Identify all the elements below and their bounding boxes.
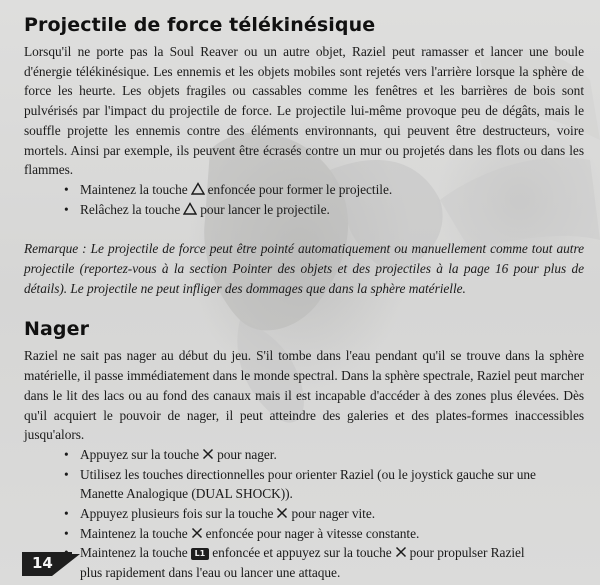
list-item [64,524,584,544]
list-item [64,504,584,524]
bullet-text-before: Appuyez plusieurs fois sur la touche [80,506,274,522]
bullet-text: Utilisez les touches directionnelles pour orienter Raziel (ou le joystick gauche sur une [80,466,536,482]
cross-button-icon [191,527,203,539]
page-number-marker [22,552,82,576]
bullet-text-before: Maintenez la touche [80,525,188,541]
l1-button-badge: L1 [191,548,210,560]
bullet-dot: • [64,506,69,522]
cross-button-icon [276,507,288,519]
bullet-text-after: pour lancer le projectile. [200,201,330,217]
bullet-dot: • [64,446,69,462]
triangle-button-icon [191,182,205,195]
swimming-bullet-list [64,445,584,583]
list-item [64,465,584,504]
section-swimming [24,318,584,582]
list-item [64,445,584,465]
bullet-text-after: enfoncée pour nager à vitesse constante. [205,525,420,541]
list-item [64,543,584,582]
bullet-text-after: pour nager. [217,446,277,462]
bullet-text-middle: enfoncée et appuyez sur la touche [212,545,392,561]
remark-note: Remarque : Le projectile de force peut être pointé automatiquement ou manuellement comme tout autre projectile (reportez-vous à la section Pointer des objets et des projectiles à la page 16 pour plus de détails). Le projectile ne peut infliger des dommages que dans la sphère matérielle. [24,241,584,296]
bullet-text-after: enfoncée pour former le projectile. [207,181,393,197]
bullet-text-before: Maintenez la touche [80,181,188,197]
list-item [64,200,584,220]
section-title-telekinetic-projectile: Projectile de force télékinésique [24,14,376,36]
bullet-dot: • [64,201,69,217]
section-title-swimming: Nager [24,318,90,341]
bullet-text-before: Appuyez sur la touche [80,446,200,462]
bullet-text-continuation: plus rapidement dans l'eau ou lancer une attaque. [80,565,341,581]
cross-button-icon [395,546,407,558]
telekinetic-bullet-list [64,180,584,219]
telekinetic-description: Lorsqu'il ne porte pas la Soul Reaver ou un autre objet, Raziel peut ramasser et lancer une boule d'énergie télékinésique. Les ennemis et les objets mobiles sont rejetés vers l'arrière lorsque la sphère de force les heurte. Les objets fragiles ou cassables comme les fenêtres et les barrières de bois sont pulvérisés par l'impact du projectile de force. Le projectile lui-même provoque peu de dégâts, mais le souffle projette les ennemis contre des éléments environnants, qui peuvent être destructeurs, voire mortels. Ainsi par exemple, ils peuvent être écrasés contre un mur ou projetés dans les flots ou dans les flammes. [24,44,584,178]
list-item [64,180,584,200]
bullet-dot: • [64,466,69,482]
bullet-text-continuation: Manette Analogique (DUAL SHOCK)). [80,486,293,502]
bullet-dot: • [64,181,69,197]
bullet-text-after: pour propulser Raziel [409,545,525,561]
bullet-text-before: Relâchez la touche [80,201,181,217]
bullet-text-after: pour nager vite. [291,506,376,522]
cross-button-icon [202,448,214,460]
swimming-description: Raziel ne sait pas nager au début du jeu. S'il tombe dans l'eau pendant qu'il se trouve dans la sphère matérielle, il passe immédiatement dans le monde spectral. Dans la sphère spectrale, Raziel peut marcher dans le lit des lacs ou au fond des canaux mais il est incapable d'accéder à des zones plus élevées. Dès qu'il acquiert le pouvoir de nager, il peut atteindre des galeries et des plates-formes inaccessibles jusqu'alors. [24,348,584,443]
bullet-dot: • [64,525,69,541]
bullet-text-before: Maintenez la touche [80,545,188,561]
page-number: 14 [32,554,53,572]
triangle-button-icon [183,202,197,215]
